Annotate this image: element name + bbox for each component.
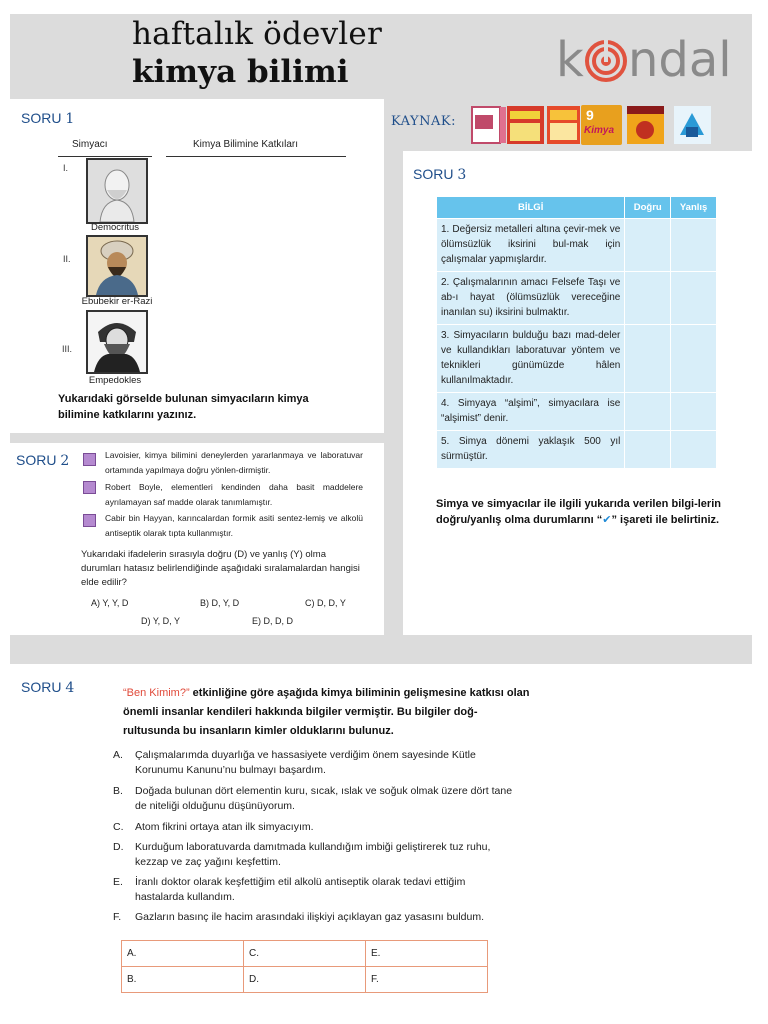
page-title-line2: kimya bilimi <box>132 54 349 90</box>
checkmark-icon: ✔ <box>602 514 612 526</box>
q2-statement-2-marker <box>83 481 96 494</box>
book-cover-6 <box>672 105 713 145</box>
logo-target-icon <box>587 40 625 80</box>
q2-option-d[interactable]: D) Y, D, Y <box>141 616 181 626</box>
table-row <box>437 431 717 469</box>
q2-statement-1-marker <box>83 453 96 466</box>
q1-header-underline-2 <box>166 156 346 157</box>
q1-roman-2: II. <box>63 254 71 264</box>
q1-prompt: Yukarıdaki görselde bulunan simyacıların kimya bilimine katkılarını yazınız. <box>58 393 309 421</box>
q1-name-3: Empedokles <box>88 375 142 386</box>
table-row <box>437 325 717 393</box>
q1-col-contribution-header: Kimya Bilimine Katkıları <box>193 139 299 150</box>
list-item: D. Kurduğum laboratuvarda damıtmada kullandığım imbiği geliştirerek tuz ruhu, kezzap ve zaç yağını keşfettim. <box>113 841 491 868</box>
q3-header-true: Doğru <box>625 197 671 219</box>
q3-true-cell-1[interactable] <box>625 219 671 272</box>
q1-roman-1: I. <box>63 163 69 173</box>
sources-label: KAYNAK: <box>391 114 456 129</box>
svg-text:k: k <box>556 36 584 86</box>
book-cover-5 <box>625 105 666 145</box>
q2-statement-1: Lavoisier, kimya bilimini deneylerden yararlanmaya ve laboratuvar ortamında yapılmaya doğru yönlen-dirmiştir. <box>105 450 363 475</box>
q3-statement-1: 1. Değersiz metalleri altına çevir-mek ve ölümsüzlük iksirini bul-mak için çalışmalar yapmışlardır. <box>437 219 625 272</box>
q2-option-c[interactable]: C) D, D, Y <box>305 598 346 608</box>
question-4-label: SORU 4 <box>21 679 75 696</box>
table-row <box>437 393 717 431</box>
book-cover-3 <box>545 105 586 145</box>
q1-name-2: Ebubekir er-Razi <box>81 296 153 307</box>
q3-false-cell-1[interactable] <box>671 219 717 272</box>
book-title: Kimya <box>584 125 615 136</box>
empedokles-portrait <box>86 310 148 374</box>
q4-answer-grid <box>121 940 488 993</box>
q4-answer-b[interactable]: B. <box>122 967 244 993</box>
list-item: C. Atom fikrini ortaya atan ilk simyacıyım. <box>113 821 314 833</box>
q3-header-false: Yanlış <box>671 197 717 219</box>
q4-answer-d[interactable]: D. <box>244 967 366 993</box>
democritus-portrait <box>86 158 148 224</box>
q3-true-false-table <box>436 196 717 469</box>
list-item: B. Doğada bulunan dört elementin kuru, sıcak, ıslak ve soğuk olmak üzere dört tane de niteliği olduğunu düşünüyorum. <box>113 785 513 812</box>
list-item: F. Gazların basınç ile hacim arasındaki ilişkiyi açıklayan gaz yasasını buldum. <box>113 911 484 923</box>
q2-option-a[interactable]: A) Y, Y, D <box>91 598 129 608</box>
ebubekir-er-razi-portrait <box>86 235 148 297</box>
table-row <box>437 272 717 325</box>
q3-statement-3: 3. Simyacıların bulduğu bazı mad-deler ve kullandıkları laboratuvar yöntem ve teknikleri günümüzde hâlen kullanılmaktadır. <box>437 325 625 393</box>
q4-answer-f[interactable]: F. <box>366 967 488 993</box>
list-item: E. İranlı doktor olarak keşfettiğim etil alkolü antiseptik olarak tedavi ettiğim hastalarda kullandım. <box>113 876 466 903</box>
q3-false-cell-4[interactable] <box>671 393 717 431</box>
book-cover-4 <box>581 105 622 145</box>
book-badge: 9 <box>586 107 594 123</box>
q2-question: Yukarıdaki ifadelerin sırasıyla doğru (D) ve yanlış (Y) olma durumları hatasız belirlendiğinde aşağıdaki sıralamalardan hangisi elde edilir? <box>81 549 360 588</box>
list-item: A. Çalışmalarımda duyarlığa ve hassasiyete verdiğim önem sayesinde Kütle Korunumu Kanunu’nu bulmayı başardım. <box>113 749 476 776</box>
q3-statement-5: 5. Simya dönemi yaklaşık 500 yıl sürmüştür. <box>437 431 625 469</box>
q3-header-info: BİLGİ <box>437 197 625 219</box>
q4-answer-c[interactable]: C. <box>244 941 366 967</box>
book-cover-1 <box>469 105 510 145</box>
question-2-label: SORU 2 <box>16 452 70 469</box>
question-1-label: SORU 1 <box>21 110 75 127</box>
q4-answer-a[interactable]: A. <box>122 941 244 967</box>
q2-statement-3: Cabir bin Hayyan, karıncalardan formik asiti sentez-lemiş ve alkolü antiseptik olarak tıpta kullanmıştır. <box>105 513 363 538</box>
q1-name-1: Democritus <box>90 222 140 233</box>
q2-option-e[interactable]: E) D, D, D <box>252 616 294 626</box>
q4-intro: “Ben Kimim?” etkinliğine göre aşağıda kimya biliminin gelişmesine katkısı olan önemli insanlar kendileri hakkında bilgiler vermiştir. Bu bilgiler doğ-rultusunda bu insanların kimler olduklarını bulunuz. <box>123 687 530 737</box>
svg-text:ndal: ndal <box>628 36 732 86</box>
q2-option-b[interactable]: B) D, Y, D <box>200 598 240 608</box>
q1-col-alchemist-header: Simyacı <box>72 139 108 150</box>
q1-header-underline-1 <box>58 156 152 157</box>
question-3-label: SORU 3 <box>413 166 467 183</box>
q3-true-cell-5[interactable] <box>625 431 671 469</box>
table-row <box>437 219 717 272</box>
q3-prompt: Simya ve simyacılar ile ilgili yukarıda verilen bilgi-lerin doğru/yanlış olma durumlarını “✔” işareti ile belirtiniz. <box>436 498 721 526</box>
q3-statement-4: 4. Simyaya “alşimi”, simyacılara ise “alşimist” denir. <box>437 393 625 431</box>
q3-true-cell-3[interactable] <box>625 325 671 393</box>
q3-true-cell-4[interactable] <box>625 393 671 431</box>
q3-false-cell-5[interactable] <box>671 431 717 469</box>
q2-statement-3-marker <box>83 514 96 527</box>
q4-answer-e[interactable]: E. <box>366 941 488 967</box>
book-cover-2 <box>505 105 546 145</box>
q3-false-cell-3[interactable] <box>671 325 717 393</box>
page-title-line1: haftalık ödevler <box>132 16 382 52</box>
kondal-logo <box>556 36 746 86</box>
q1-roman-3: III. <box>62 344 73 354</box>
q3-true-cell-2[interactable] <box>625 272 671 325</box>
q2-statement-2: Robert Boyle, elementleri kendinden daha basit maddelere ayrılamayan saf madde olarak tanımlamıştır. <box>105 482 363 507</box>
q3-false-cell-2[interactable] <box>671 272 717 325</box>
q3-statement-2: 2. Çalışmalarının amacı Felsefe Taşı ve ab-ı hayat (ölümsüzlük vereceğine inanılan su) iksirini bulmaktır. <box>437 272 625 325</box>
